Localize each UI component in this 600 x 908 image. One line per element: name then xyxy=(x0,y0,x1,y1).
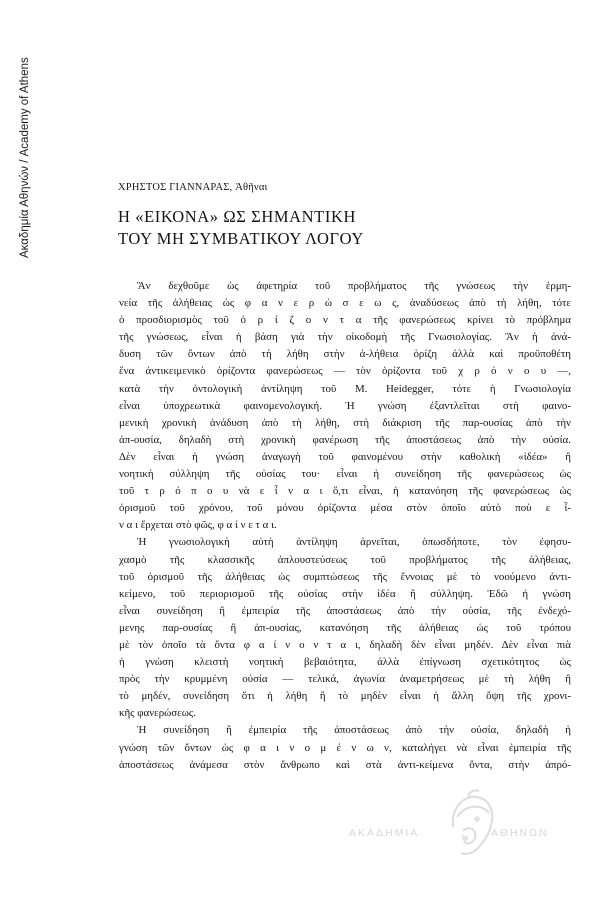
body-line: Ἡ συνείδηση ἢ ἐμπειρία τῆς ἀποστάσεως ἀπὸ τὴν οὐσία, δηλαδὴ ἡ xyxy=(137,724,571,737)
body-line: ἀπ-ουσία, δηλαδὴ στὴ χρονικὴ φανέρωση τῆς ἀποστάσεως ἀπὸ τὴν οὐσία. xyxy=(119,433,571,446)
body-line: χασμὸ τῆς κλασσικῆς ἁπλουστεύσεως τοῦ προβλήματος τῆς ἀλήθειας, xyxy=(119,553,571,566)
academy-watermark xyxy=(343,775,579,863)
body-line: νεία τῆς ἀλήθειας ὡς φ α ν ε ρ ώ σ ε ω ς, ἀναδύσεως ἀπὸ τὴ λήθη, τότε xyxy=(119,297,571,310)
article-title xyxy=(118,206,364,250)
body-line: ἕνα ἀντικειμενικὸ ὁρίζοντα φανερώσεως — τὸν ὁρίζοντα τοῦ χ ρ ό ν ο υ —, xyxy=(119,365,571,378)
body-line: τῆς γνώσεως, εἶναι ἡ βάση γιὰ τὴν οἰκοδομὴ τῆς Γνωσιολογίας. Ἂν ἡ ἀνά- xyxy=(119,331,571,344)
body-line: μενης παρ-ουσίας ἢ ἀπ-ουσίας, κατανόηση τῆς ἀλήθειας ὡς τοῦ τρόπου xyxy=(119,621,571,634)
article-body xyxy=(119,278,571,774)
body-line: κατὰ τὴν ὀντολογικὴ ἀντίληψη τοῦ Μ. Heidegger, τότε ἡ Γνωσιολογία xyxy=(119,382,571,395)
body-line: μὲ τὸν ὁποῖο τὰ ὄντα φ α ί ν ο ν τ α ι, δηλαδὴ δὲν εἶναι μηδέν. Δὲν εἶναι πιὰ xyxy=(119,638,571,651)
body-line: νοητικὴ σύλληψη τῆς οὐσίας του· εἶναι ἡ συνείδηση τῆς φανερώσεως ὡς xyxy=(119,468,571,481)
watermark-text-right: ΑΘΗΝΩΝ xyxy=(491,827,549,839)
body-line: Ἂν δεχθοῦμε ὡς ἀφετηρία τοῦ προβλήματος τῆς γνώσεως τὴν ἑρμη- xyxy=(137,280,571,292)
body-line: μενικὴ χρονικὴ ἀνάδυση ἀπὸ τὴ λήθη, στὴ διάκριση τῆς παρ-ουσίας ἀπὸ τὴν xyxy=(119,416,571,429)
watermark-text-left: ΑΚΑΔΗΜΙΑ xyxy=(349,827,420,839)
body-line: κείμενο, τοῦ περιορισμοῦ τῆς οὐσίας στὴν ἰδέα ἢ σύλληψη. Ἐδῶ ἡ γνώση xyxy=(119,587,571,600)
body-line: εἶναι συνείδηση ἢ ἐμπειρία τῆς ἀποστάσεως ἀπὸ τὴν οὐσία, τῆς ἐνδεχό- xyxy=(119,604,571,617)
body-line: δυση τῶν ὄντων ἀπὸ τὴ λήθη στὴν ἀ-λήθεια ὁρίζη ἀλλὰ καὶ προϋποθέτη xyxy=(119,348,571,361)
body-line: τοῦ ὁρισμοῦ τῆς ἀλήθειας ὡς συμπτώσεως τῆς ἔννοιας μὲ τὸ νοούμενο ἀντι- xyxy=(119,570,571,583)
body-line: Δὲν εἶναι ἡ γνώση ἀναγωγὴ τοῦ φαινομένου στὴν καθολικὴ «ἰδέα» ἢ xyxy=(119,450,571,463)
title-line: Η «ΕΙΚΟΝΑ» ΩΣ ΣΗΜΑΝΤΙΚΗ xyxy=(118,207,356,226)
body-line: ν α ι ἔρχεται στὸ φῶς, φ α ί ν ε τ α ι. xyxy=(119,519,277,532)
body-line: ἡ γνώση κλειστὴ νοητικὴ βεβαιότητα, ἀλλὰ ἐπίγνωση σχετικότητος ὡς xyxy=(119,656,571,669)
body-line: τὸ μηδέν, συνείδηση ὅτι ἡ λήθη ἢ τὸ μηδὲν εἶναι ἡ ἄλλη ὄψη τῆς χρονι- xyxy=(119,690,571,703)
body-line: κῆς φανερώσεως. xyxy=(119,707,196,720)
body-line: γνώση τῶν ὄντων ὡς φ α ι ν ο μ έ ν ω ν, καταλήγει νὰ εἶναι ἐμπειρία τῆς xyxy=(119,741,571,754)
body-line: ἀποστάσεως ἀνάμεσα στὸν ἄνθρωπο καὶ στὰ ἀντι-κείμενα ὄντα, στὴν ἀπρό- xyxy=(119,758,571,771)
body-line: ὁ προσδιορισμὸς τοῦ ὁ ρ ί ζ ο ν τ α τῆς φανερώσεως κρίνει τὸ πρόβλημα xyxy=(119,314,571,327)
body-line: πρὸς τὴν κρυμμένη οὐσία — τελικά, ἀγωνία ἀναμετρήσεως μὲ τὴ λήθη ἢ xyxy=(119,673,571,686)
title-line: ΤΟΥ ΜΗ ΣΥΜΒΑΤΙΚΟΥ ΛΟΓΟΥ xyxy=(118,229,364,248)
archive-side-label: Ακαδημία Αθηνών / Academy of Athens xyxy=(19,57,31,258)
athena-head-icon xyxy=(443,787,499,859)
body-line: εἶναι ὑποχρεωτικὰ φαινομενολογική. Ἡ γνώση ἐξαντλεῖται στὴ φαινο- xyxy=(119,399,571,412)
body-line: Ἡ γνωσιολογικὴ αὐτὴ ἀντίληψη ἀρνεῖται, ὁπωσδήποτε, τὸν ἐφησυ- xyxy=(137,536,571,549)
body-line: τοῦ τ ρ ό π ο υ νὰ ε ἶ ν α ι ὅ,τι εἶναι, ἡ κατανόηση τῆς φανερώσεως ὡς xyxy=(119,485,571,498)
author-line: ΧΡΗΣΤΟΣ ΓΙΑΝΝΑΡΑΣ, Ἀθῆναι xyxy=(118,182,268,193)
body-line: ὁρισμοῦ τοῦ χρόνου, τοῦ μόνου ὁρίζοντα μέσα στὸν ὁποῖο αὐτὸ ποὺ ε ἶ- xyxy=(119,502,571,515)
